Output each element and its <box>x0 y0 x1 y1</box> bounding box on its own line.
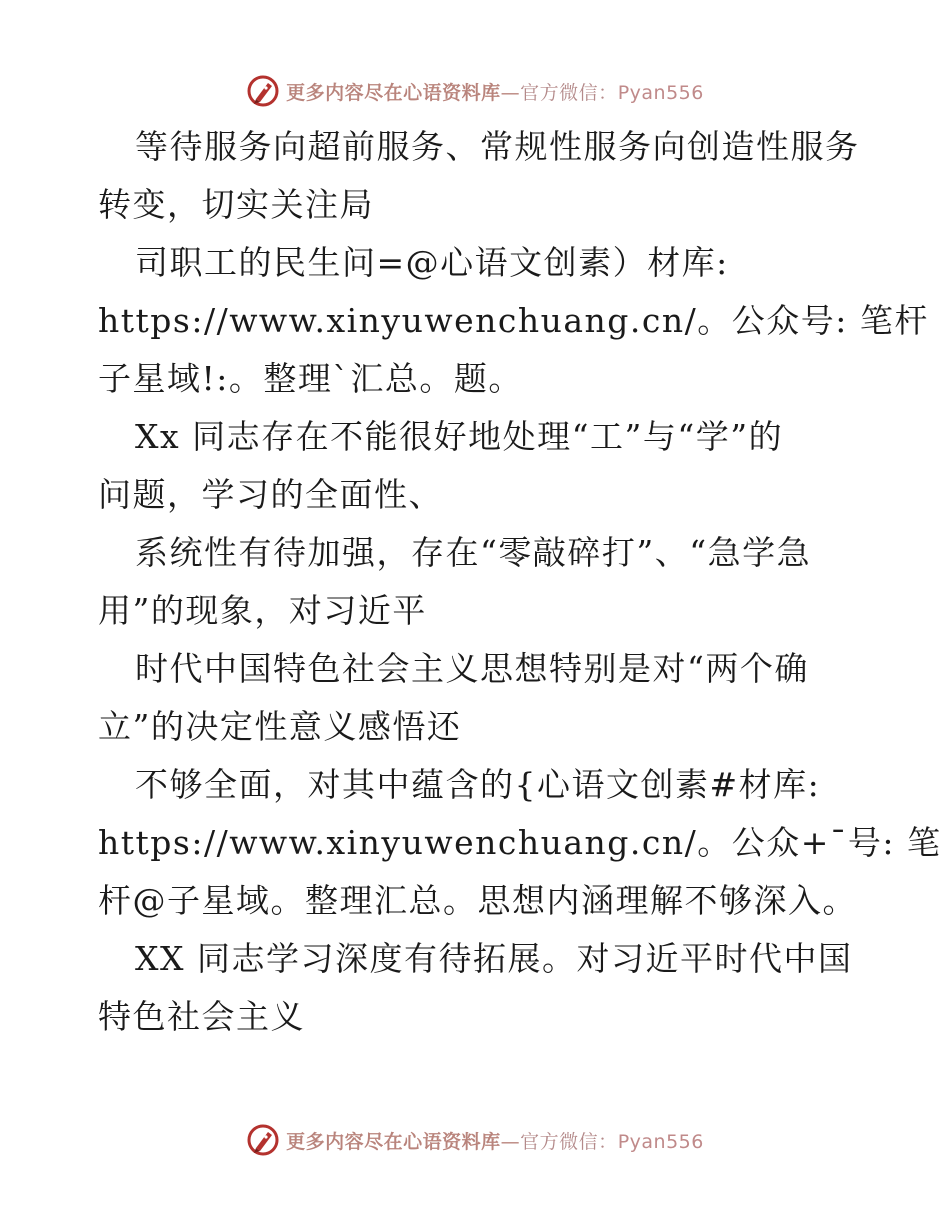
body-line: https://www.xinyuwenchuang.cn/。公众号: 笔杆 <box>98 301 929 340</box>
body-line: 特色社会主义 <box>98 997 305 1036</box>
header-banner <box>0 71 950 111</box>
header-banner-text <box>286 78 704 105</box>
body-line: XX 同志学习深度有待拓展。对习近平时代中国 <box>135 939 853 978</box>
footer-banner-wechat-label: 官方微信： <box>520 1130 618 1153</box>
document-body <box>98 118 942 1046</box>
header-banner-wechat-label: 官方微信： <box>520 81 618 104</box>
body-line: 问题，学习的全面性、 <box>98 475 443 514</box>
body-line: 子星域!:。整理`汇总。题。 <box>98 359 523 398</box>
body-line: https://www.xinyuwenchuang.cn/。公众+¯号: 笔 <box>98 823 942 862</box>
footer-banner-separator: — <box>500 1130 521 1153</box>
footer-banner-text <box>286 1127 704 1154</box>
body-line: 时代中国特色社会主义思想特别是对“两个确 <box>135 649 809 688</box>
header-banner-wechat-id: Pyan556 <box>617 81 704 104</box>
pen-nib-logo-icon <box>246 74 280 108</box>
body-line: Xx 同志存在不能很好地处理“工”与“学”的 <box>135 417 784 456</box>
header-banner-separator: — <box>500 81 521 104</box>
footer-banner-prefix: 更多内容尽在心语资料库 <box>286 1130 501 1153</box>
body-line: 立”的决定性意义感悟还 <box>98 707 462 746</box>
body-line: 转变，切实关注局 <box>98 185 374 224</box>
body-line: 等待服务向超前服务、常规性服务向创造性服务 <box>135 127 860 166</box>
body-line: 系统性有待加强，存在“零敲碎打”、“急学急 <box>135 533 812 572</box>
header-banner-prefix: 更多内容尽在心语资料库 <box>286 81 501 104</box>
footer-banner <box>0 1120 950 1160</box>
body-line: 不够全面，对其中蕴含的{心语文创素#材库: <box>135 765 821 804</box>
pen-nib-logo-icon <box>246 1123 280 1157</box>
footer-banner-wechat-id: Pyan556 <box>617 1130 704 1153</box>
body-line: 用”的现象，对习近平 <box>98 591 427 630</box>
body-line: 杆@子星域。整理汇总。思想内涵理解不够深入。 <box>98 881 857 920</box>
body-line: 司职工的民生问=@心语文创素）材库: <box>135 243 729 282</box>
